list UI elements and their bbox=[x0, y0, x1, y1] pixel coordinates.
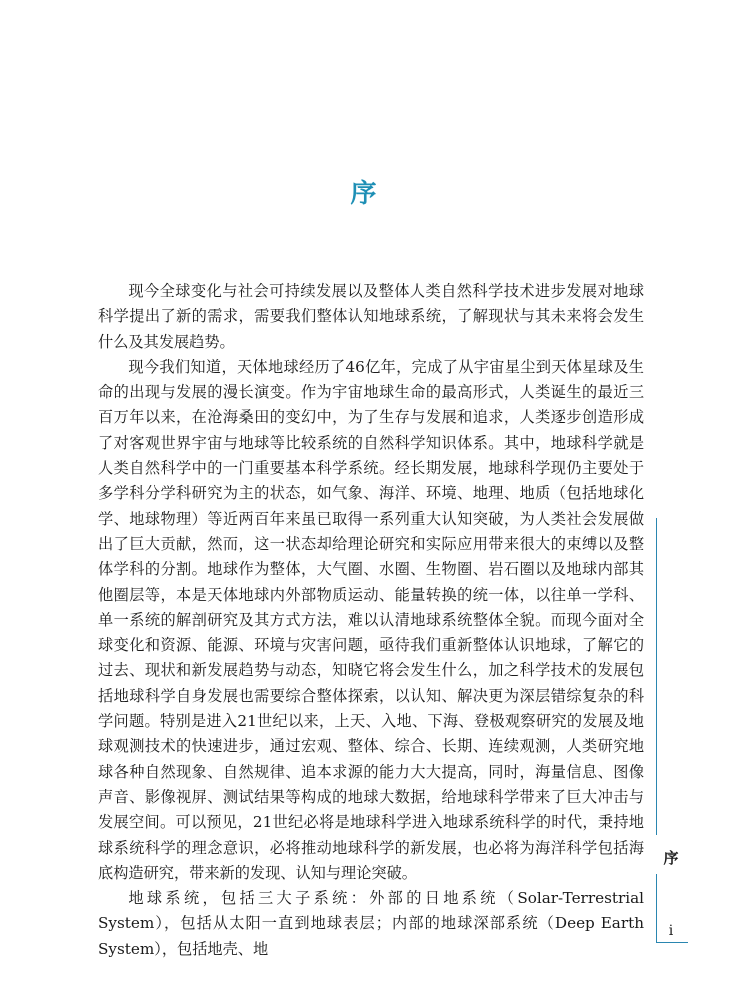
paragraph-2: 现今我们知道，天体地球经历了46亿年，完成了从宇宙星尘到天体星球及生命的出现与发展的漫长演变。作为宇宙地球生命的最高形式，人类诞生的最近三百万年以来，在沧海桑田的变幻中，为了生存与发展和追求，人类逐步创造形成了对客观世界宇宙与地球等比较系统的自然科学知识体系。其中，地球科学就是人类自然科学中的一门重要基本科学系统。经长期发展，地球科学现仍主要处于多学科分学科研究为主的状态，如气象、海洋、环境、地理、地质（包括地球化学、地球物理）等近两百年来虽已取得一系列重大认知突破，为人类社会发展做出了巨大贡献，然而，这一状态却给理论研究和实际应用带来很大的束缚以及整体学科的分割。地球作为整体，大气圈、水圈、生物圈、岩石圈以及地球内部其他圈层等，本是天体地球内外部物质运动、能量转换的统一体，以往单一学科、单一系统的解剖研究及其方式方法，难以认清地球系统整体全貌。而现今面对全球变化和资源、能源、环境与灾害问题，亟待我们重新整体认识地球，了解它的过去、现状和新发展趋势与动态，知晓它将会发生什么，加之科学技术的发展包括地球科学自身发展也需要综合整体探索，以认知、解决更为深层错综复杂的科学问题。特别是进入21世纪以来，上天、入地、下海、登极观察研究的发展及地球观测技术的快速进步，通过宏观、整体、综合、长期、连续观测，人类研究地球各种自然现象、自然规律、追本求源的能力大大提高，同时，海量信息、图像声音、影像视屏、测试结果等构成的地球大数据，给地球科学带来了巨大冲击与发展空间。可以预见，21世纪必将是地球科学进入地球系统科学的时代，秉持地球系统科学的理念意识，必将推动地球科学的新发展，也必将为海洋科学包括海底构造研究，带来新的发现、认知与理论突破。 bbox=[98, 357, 644, 882]
margin-rule-lower bbox=[656, 874, 657, 942]
paragraph-1: 现今全球变化与社会可持续发展以及整体人类自然科学技术进步发展对地球科学提出了新的需求，需要我们整体认知地球系统，了解现状与其未来将会发生什么及其发展趋势。 bbox=[98, 282, 644, 351]
section-side-label: 序 bbox=[663, 849, 679, 867]
paragraph-3: 地球系统，包括三大子系统：外部的日地系统（Solar-Terrestrial System），包括从太阳一直到地球表层；内部的地球深部系统（Deep Earth System），包括地壳、地 bbox=[98, 889, 644, 958]
margin-rule-upper bbox=[656, 518, 657, 835]
page-title: 序 bbox=[350, 179, 379, 209]
preface-body bbox=[98, 279, 644, 962]
page-number: i bbox=[668, 923, 674, 939]
margin-rule-bottom bbox=[656, 942, 688, 943]
